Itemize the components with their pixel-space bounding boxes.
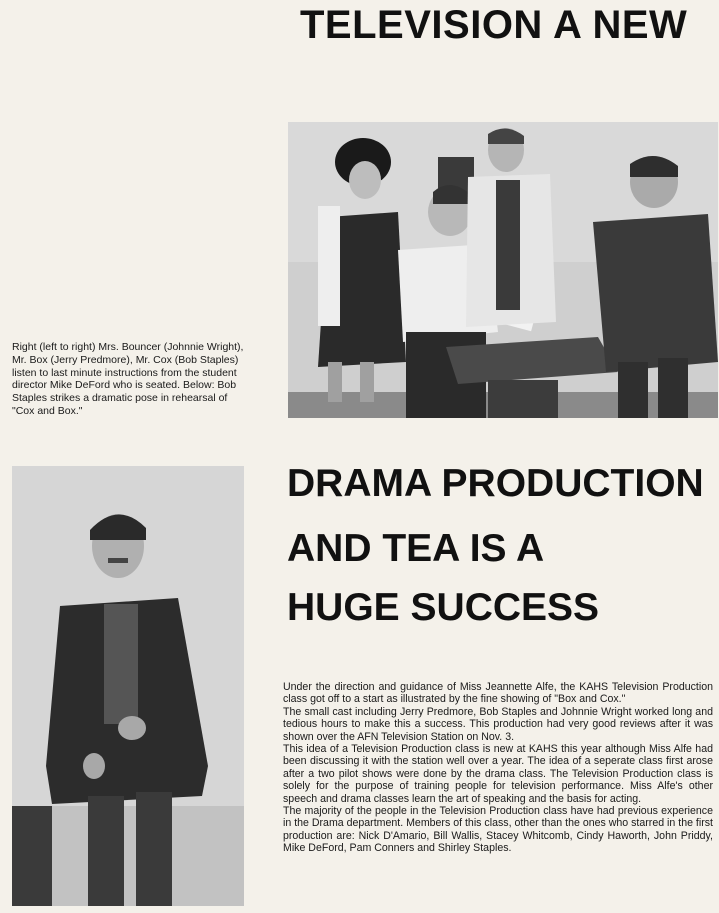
article-body	[283, 681, 713, 855]
cast-rehearsal-photo	[288, 122, 718, 418]
article-paragraph: The small cast including Jerry Predmore, Bob Staples and Johnnie Wright worked long and tedious hours to make this a success. This production had very good reviews after it was shown over the AFN Television Station on Nov. 3.	[283, 705, 713, 743]
headline-line-2: AND TEA IS A	[287, 527, 545, 570]
photo-caption: Right (left to right) Mrs. Bouncer (Johnnie Wright), Mr. Box (Jerry Predmore), Mr. Cox (Bob Staples) listen to last minute instructions from the student director Mike DeFord who is seated. Below: Bob Staples strikes a dramatic pose in rehearsal of "Cox and Box."	[12, 341, 244, 417]
article-paragraph: Under the direction and guidance of Miss Jeannette Alfe, the KAHS Television Production class got off to a start as illustrated by the fine showing of "Box and Cox."	[283, 681, 713, 706]
actor-pose-photo	[12, 466, 244, 906]
article-paragraph: The majority of the people in the Television Production class have had previous experience in the Drama department. Members of this class, other than the ones who starred in the first production are: Nick D'Amario, Bill Wallis, Stacey Whitcomb, Cindy Haworth, John Priddy, Mike DeFord, Pam Conners and Shirley Staples.	[283, 805, 713, 855]
headline-top: TELEVISION A NEW	[300, 3, 688, 47]
headline-line-1: DRAMA PRODUCTION	[287, 462, 704, 505]
article-paragraph: This idea of a Television Production class is new at KAHS this year although Miss Alfe had been discussing it with the station well over a year. The idea of a seperate class first arose after a two pilot shows were done by the drama class. The Television Production class is solely for the purpose of training people for television performance. Miss Alfe's other speech and drama classes learn the art of speaking and the basis for acting.	[283, 743, 713, 805]
headline-line-3: HUGE SUCCESS	[287, 586, 600, 629]
